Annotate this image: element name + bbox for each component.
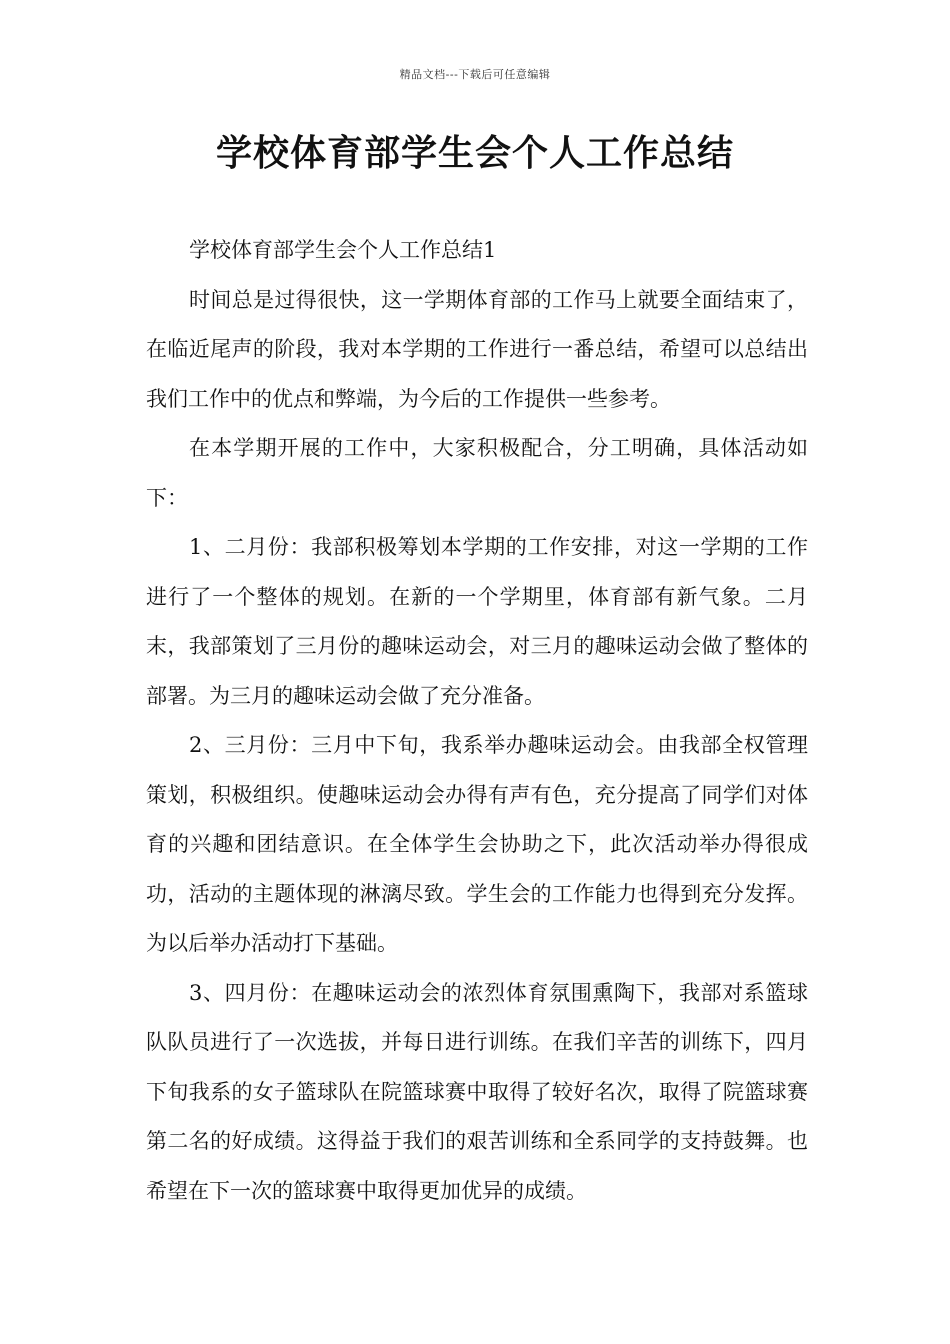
page-header-note: 精品文档---下载后可任意编辑 (399, 68, 551, 81)
document-title: 学校体育部学生会个人工作总结 (215, 132, 734, 174)
body-paragraph: 3、四月份：在趣味运动会的浓烈体育氛围熏陶下，我部对系篮球队队员进行了一次选拔，并每日进行训练。在我们辛苦的训练下，四月下旬我系的女子篮球队在院篮球赛中取得了较好名次，取得了院篮球赛第二名的好成绩。这得益于我们的艰苦训练和全系同学的支持鼓舞。也希望在下一次的篮球赛中取得更加优异的成绩。 (146, 980, 808, 1203)
body-paragraph: 在本学期开展的工作中，大家积极配合，分工明确，具体活动如下： (146, 436, 808, 510)
body-paragraph: 时间总是过得很快，这一学期体育部的工作马上就要全面结束了，在临近尾声的阶段，我对本学期的工作进行一番总结，希望可以总结出我们工作中的优点和弊端，为今后的工作提供一些参考。 (146, 287, 808, 411)
section-heading: 学校体育部学生会个人工作总结1 (189, 238, 497, 262)
body-paragraph: 1、二月份：我部积极筹划本学期的工作安排，对这一学期的工作进行了一个整体的规划。在新的一个学期里，体育部有新气象。二月末，我部策划了三月份的趣味运动会，对三月的趣味运动会做了整体的部署。为三月的趣味运动会做了充分准备。 (146, 535, 808, 708)
body-paragraph: 2、三月份：三月中下旬，我系举办趣味运动会。由我部全权管理策划，积极组织。使趣味运动会办得有声有色，充分提高了同学们对体育的兴趣和团结意识。在全体学生会协助之下，此次活动举办得很成功，活动的主题体现的淋漓尽致。学生会的工作能力也得到充分发挥。为以后举办活动打下基础。 (146, 733, 808, 955)
document-body (146, 226, 808, 1216)
